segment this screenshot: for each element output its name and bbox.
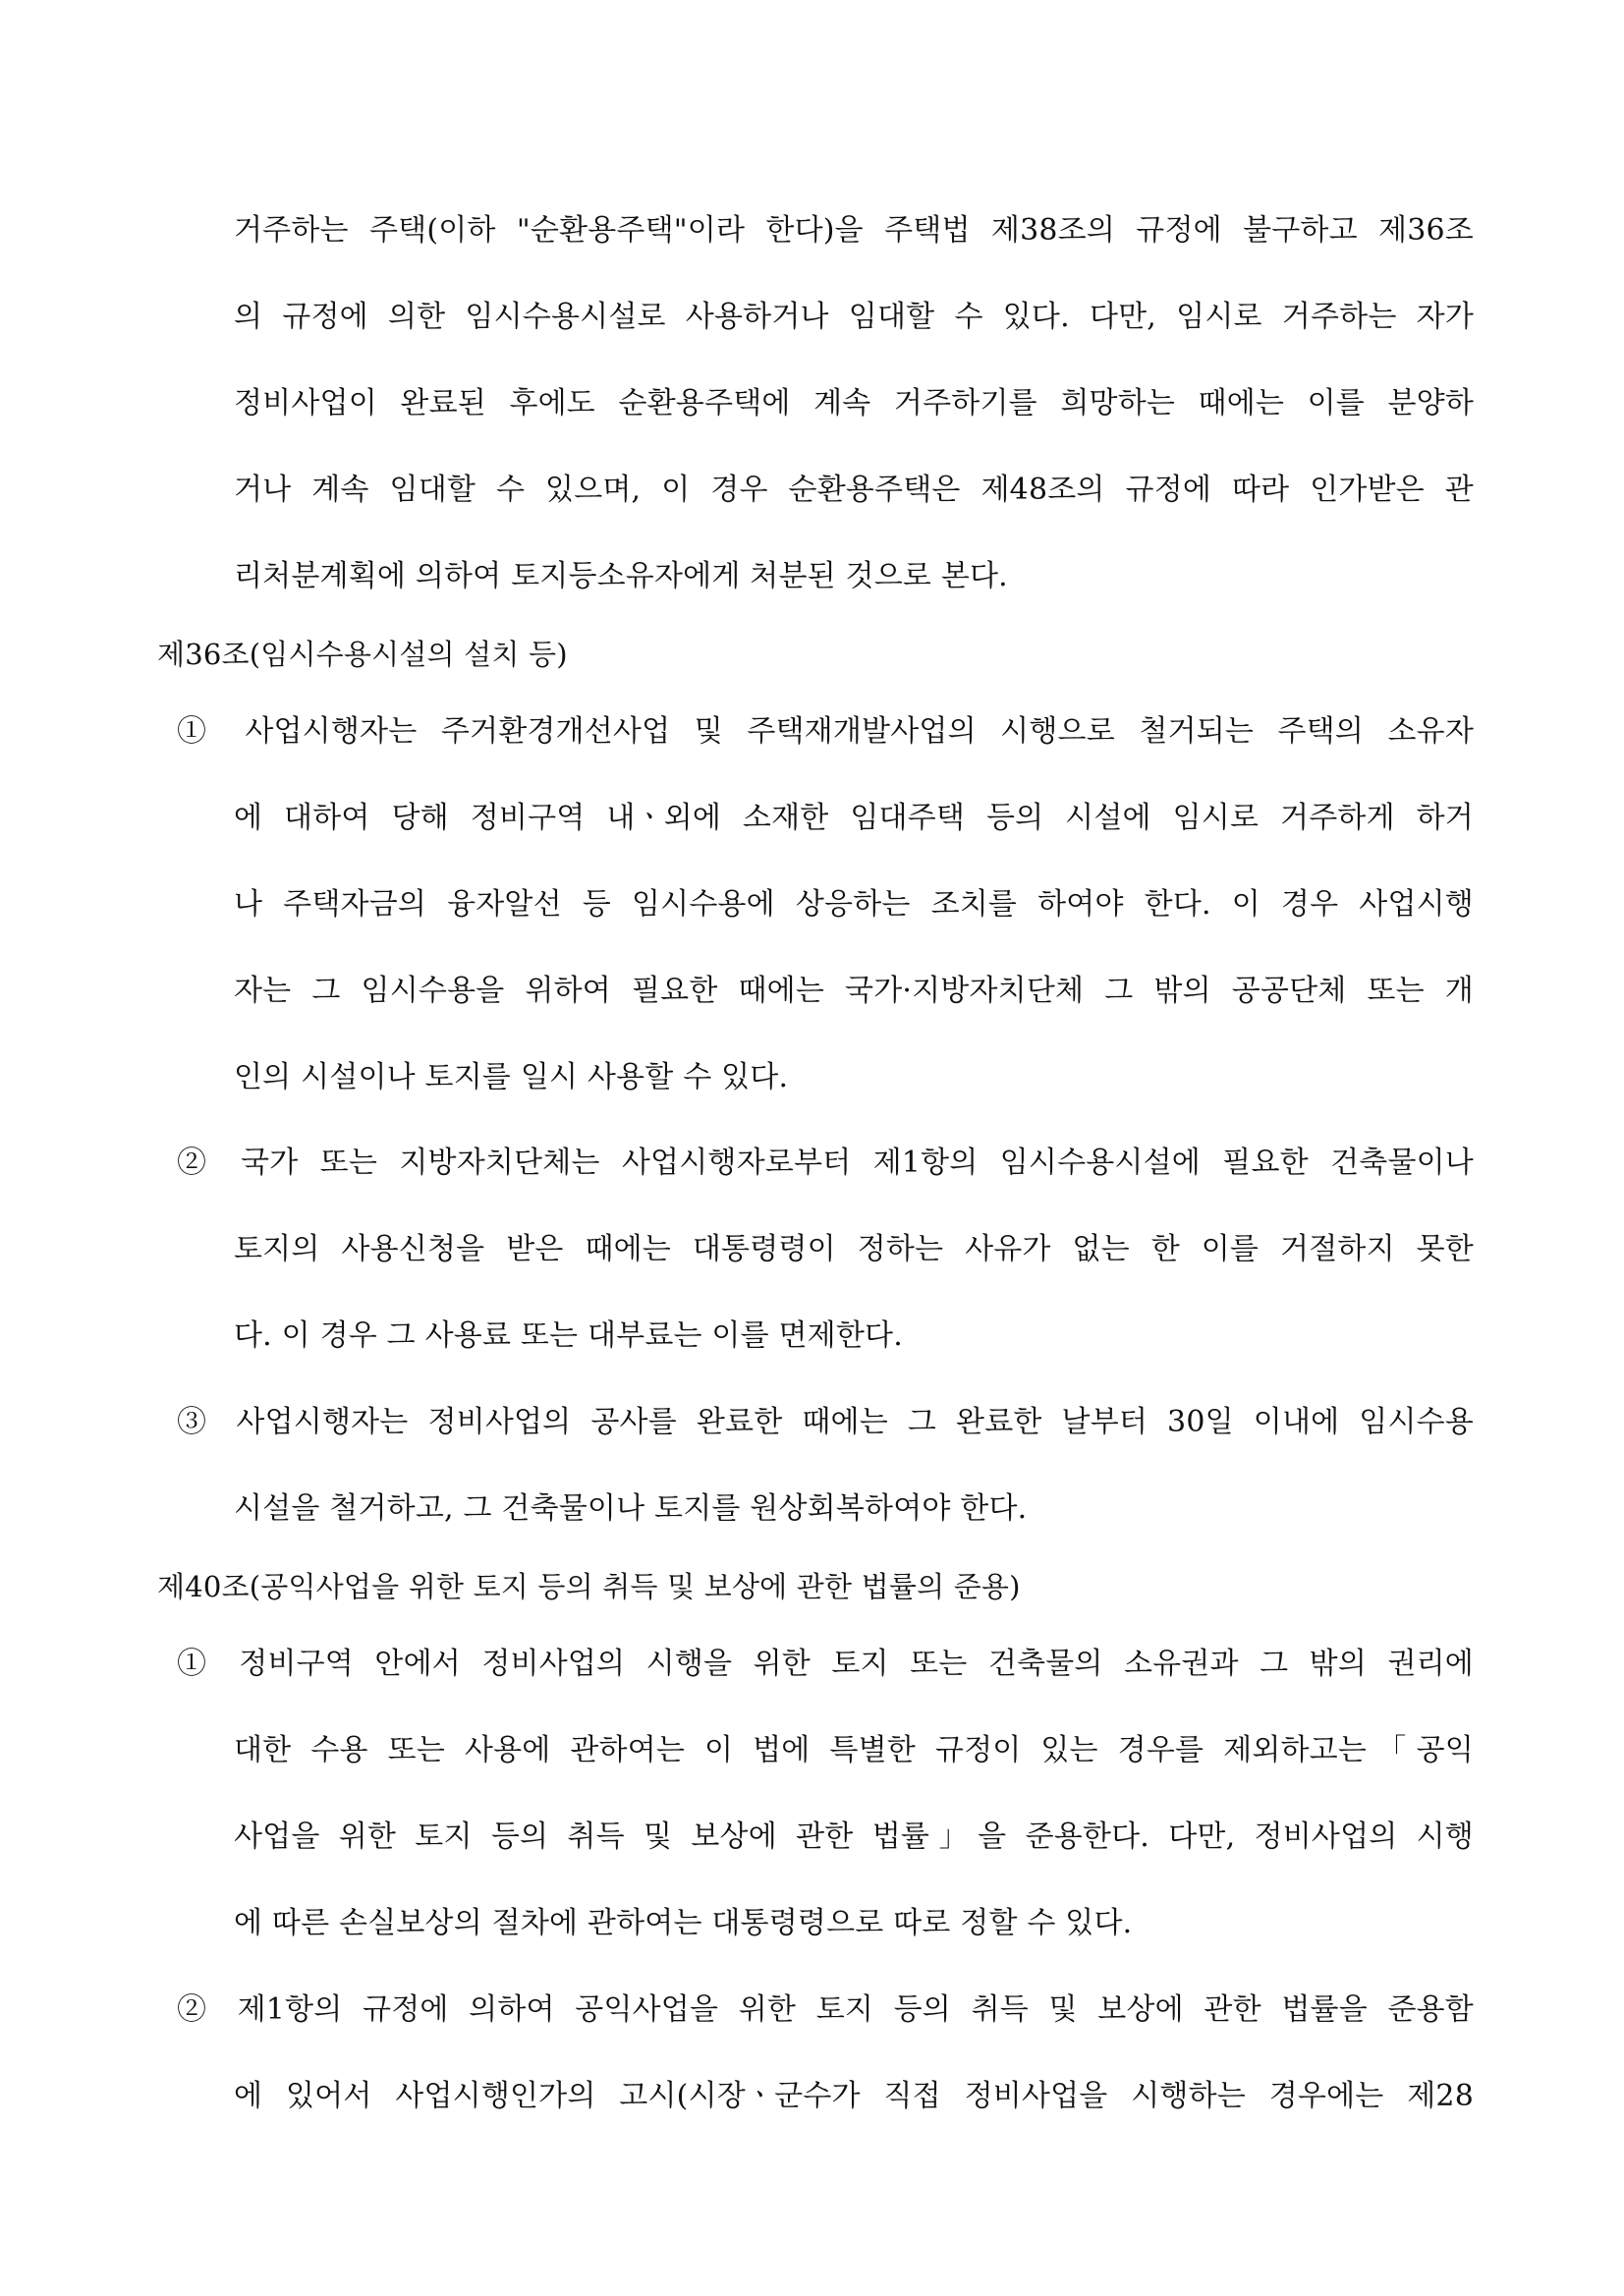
article-36-para1-line-5: 인의 시설이나 토지를 일시 사용할 수 있다.	[234, 1060, 789, 1094]
article-36-para2-line-1: ② 국가 또는 지방자치단체는 사업시행자로부터 제1항의 임시수용시설에 필요한 건축물이나	[177, 1146, 1474, 1180]
article-40-para1-line-4: 에 따른 손실보상의 절차에 관하여는 대통령령으로 따로 정할 수 있다.	[234, 1906, 1133, 1940]
intro-line-5: 리처분계획에 의하여 토지등소유자에게 처분된 것으로 본다.	[234, 559, 1008, 593]
article-36-para1-line-1: ① 사업시행자는 주거환경개선사업 및 주택재개발사업의 시행으로 철거되는 주택의 소유자	[177, 714, 1474, 749]
intro-line-3: 정비사업이 완료된 후에도 순환용주택에 계속 거주하기를 희망하는 때에는 이를 분양하	[234, 386, 1474, 420]
intro-line-2: 의 규정에 의한 임시수용시설로 사용하거나 임대할 수 있다. 다만, 임시로 거주하는 자가	[234, 300, 1474, 334]
article-36-para1-line-2: 에 대하여 당해 정비구역 내ㆍ외에 소재한 임대주택 등의 시설에 임시로 거주하게 하거	[234, 801, 1474, 835]
article-36-para2-line-2: 토지의 사용신청을 받은 때에는 대통령령이 정하는 사유가 없는 한 이를 거절하지 못한	[234, 1232, 1474, 1266]
article-36-para3-line-2: 시설을 철거하고, 그 건축물이나 토지를 원상회복하여야 한다.	[234, 1491, 1028, 1526]
article-40-heading: 제40조(공익사업을 위한 토지 등의 취득 및 보상에 관한 법률의 준용)	[157, 1570, 1021, 1603]
intro-line-1: 거주하는 주택(이하 "순환용주택"이라 한다)을 주택법 제38조의 규정에 불구하고 제36조	[234, 213, 1474, 248]
article-36-para1-line-3: 나 주택자금의 융자알선 등 임시수용에 상응하는 조치를 하여야 한다. 이 경우 사업시행	[234, 887, 1474, 922]
article-36-para2-line-3: 다. 이 경우 그 사용료 또는 대부료는 이를 면제한다.	[234, 1318, 903, 1353]
article-36-para1-line-4: 자는 그 임시수용을 위하여 필요한 때에는 국가·지방자치단체 그 밖의 공공단체 또는 개	[234, 974, 1474, 1008]
article-40-para2-line-1: ② 제1항의 규정에 의하여 공익사업을 위한 토지 등의 취득 및 보상에 관한 법률을 준용함	[177, 1992, 1474, 2027]
article-36-heading: 제36조(임시수용시설의 설치 등)	[157, 638, 568, 671]
article-40-para1-line-1: ① 정비구역 안에서 정비사업의 시행을 위한 토지 또는 건축물의 소유권과 그 밖의 권리에	[177, 1647, 1474, 1681]
article-40-para1-line-2: 대한 수용 또는 사용에 관하여는 이 법에 특별한 규정이 있는 경우를 제외하고는「공익	[234, 1733, 1474, 1767]
article-40-para1-line-3: 사업을 위한 토지 등의 취득 및 보상에 관한 법률」을 준용한다. 다만, 정비사업의 시행	[234, 1820, 1474, 1854]
intro-line-4: 거나 계속 임대할 수 있으며, 이 경우 순환용주택은 제48조의 규정에 따라 인가받은 관	[234, 473, 1474, 507]
article-36-para3-line-1: ③ 사업시행자는 정비사업의 공사를 완료한 때에는 그 완료한 날부터 30일 이내에 임시수용	[177, 1405, 1474, 1439]
article-40-para2-line-2: 에 있어서 사업시행인가의 고시(시장ㆍ군수가 직접 정비사업을 시행하는 경우에는 제28	[234, 2079, 1474, 2113]
